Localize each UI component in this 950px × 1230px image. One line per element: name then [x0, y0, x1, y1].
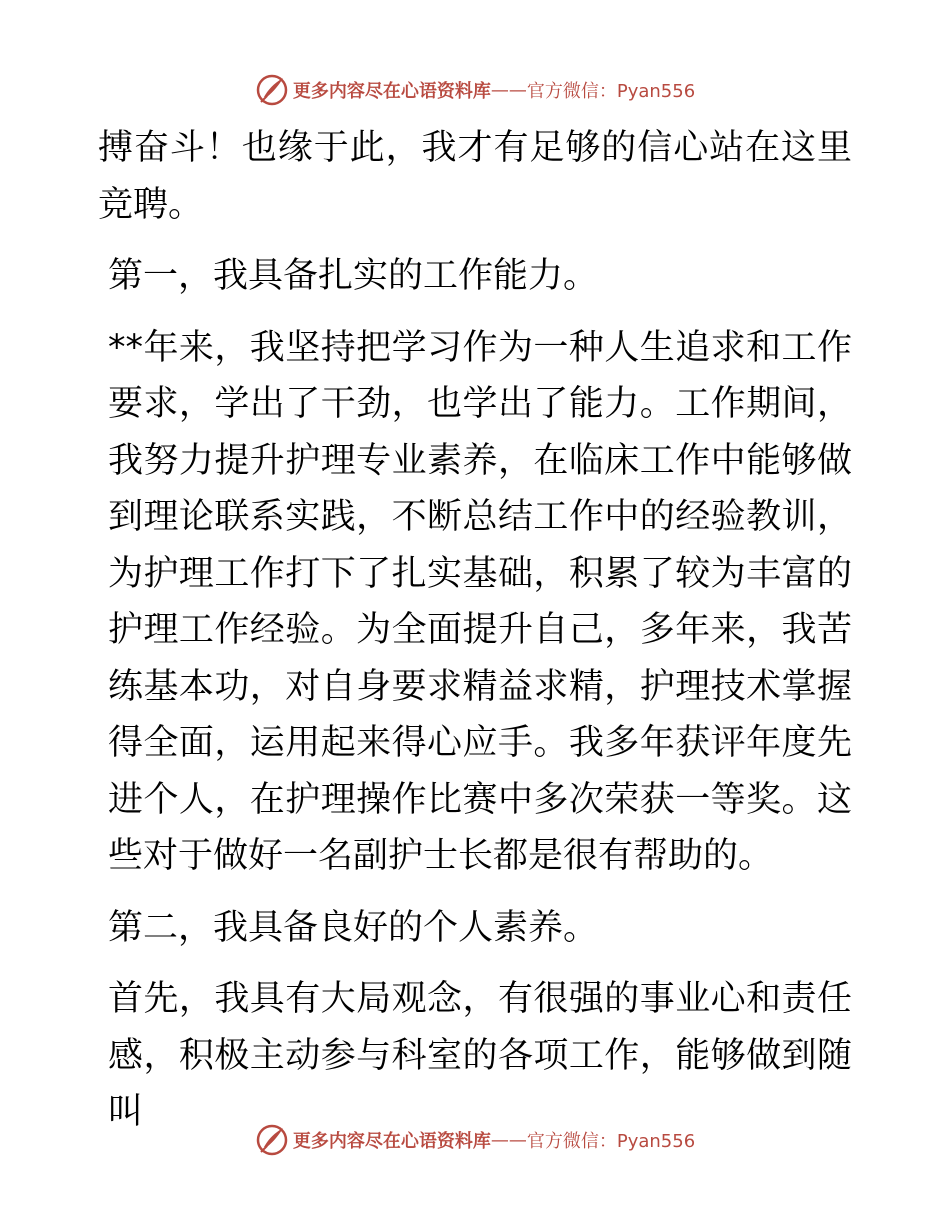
footer-slogan: 更多内容尽在心语资料库 — [292, 1131, 491, 1152]
paragraph-work-ability: **年来，我坚持把学习作为一种人生追求和工作要求，学出了干劲，也学出了能力。工作期间，我努力提升护理专业素养，在临床工作中能够做到理论联系实践，不断总结工作中的经验教训，为护理工作打下了扎实基础，积累了较为丰富的护理工作经验。为全面提升自己，多年来，我苦练基本功，对自身要求精益求精，护理技术掌握得全面，运用起来得心应手。我多年获评年度先进个人，在护理操作比赛中多次荣获一等奖。这些对于做好一名副护士长都是很有帮助的。 — [108, 327, 852, 876]
header-slogan: 更多内容尽在心语资料库 — [292, 81, 491, 102]
header-banner — [0, 70, 950, 110]
header-wechat-id: 官方微信：Pyan556 — [526, 81, 696, 102]
header-separator: —— — [490, 79, 527, 101]
body-text — [98, 120, 852, 1141]
section-heading-work-ability: 第一，我具备扎实的工作能力。 — [108, 256, 599, 296]
section-heading-personal-quality: 第二，我具备良好的个人素养。 — [108, 907, 599, 948]
footer-separator: —— — [490, 1129, 527, 1151]
paragraph-continuation: 搏奋斗！也缘于此，我才有足够的信心站在这里竞聘。 — [98, 128, 852, 225]
footer-banner — [0, 1120, 950, 1160]
paragraph-personal-quality: 首先，我具有大局观念，有很强的事业心和责任感，积极主动参与科室的各项工作，能够做到随叫 — [108, 979, 852, 1132]
quill-pen-logo-icon — [255, 73, 289, 107]
quill-pen-logo-icon — [255, 1123, 289, 1157]
footer-wechat-id: 官方微信：Pyan556 — [526, 1131, 696, 1152]
